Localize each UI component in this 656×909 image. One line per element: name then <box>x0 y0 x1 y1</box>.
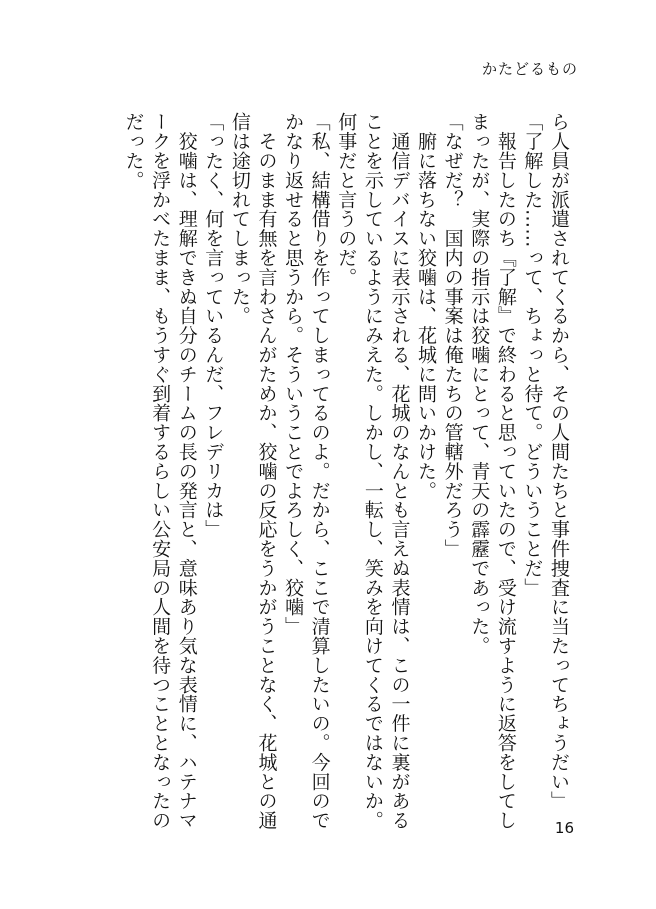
paragraph: ら人員が派遣されてくるから、その人間たちと事件捜査に当たってちょうだい」 <box>548 112 570 811</box>
paragraph: 通信デバイスに表示される、花城のなんとも言えぬ表情は、この一件に裏があることを示しているようにみえた。しかし、一転し、笑みを向けてくるではないか。何事だと言うのだ。 <box>335 112 411 830</box>
page-number: 16 <box>554 819 574 837</box>
paragraph: 腑に落ちない狡噛は、花城に問いかけた。 <box>415 112 438 500</box>
paragraph: 狡噛は、理解できぬ自分のチームの長の発言と、意味あり気な表情に、ハテナマークを浮かべたまま、もうすぐ到着するらしい公安局の人間を待つこととなったのだった。 <box>122 112 198 830</box>
paragraph: そのまま有無を言わさんがためか、狡噛の反応をうかがうことなく、花城との通信は途切れてしまった。 <box>228 112 278 830</box>
paragraph: 「私、結構借りを作ってしまってるのよ。だから、ここで清算したいの。今回のでかなり返せると思うから。そういうことでよろしく、狡噛」 <box>282 112 331 830</box>
running-header-title: かたどるもの <box>481 60 578 78</box>
paragraph: 「なぜだ？ 国内の事案は俺たちの管轄外だろう」 <box>441 112 464 559</box>
paragraph: 「ったく、何を言っているんだ、フレデリカは」 <box>202 112 225 539</box>
paragraph: 報告したのち『了解』で終わると思っていたので、受け流すように返答をしてしまったが、実際の指示は狡噛にとって、青天の霹靂であった。 <box>468 112 517 830</box>
vertical-body-text <box>102 112 572 837</box>
paragraph: 「了解した……って、ちょっと待て。どういうことだ」 <box>521 112 544 597</box>
